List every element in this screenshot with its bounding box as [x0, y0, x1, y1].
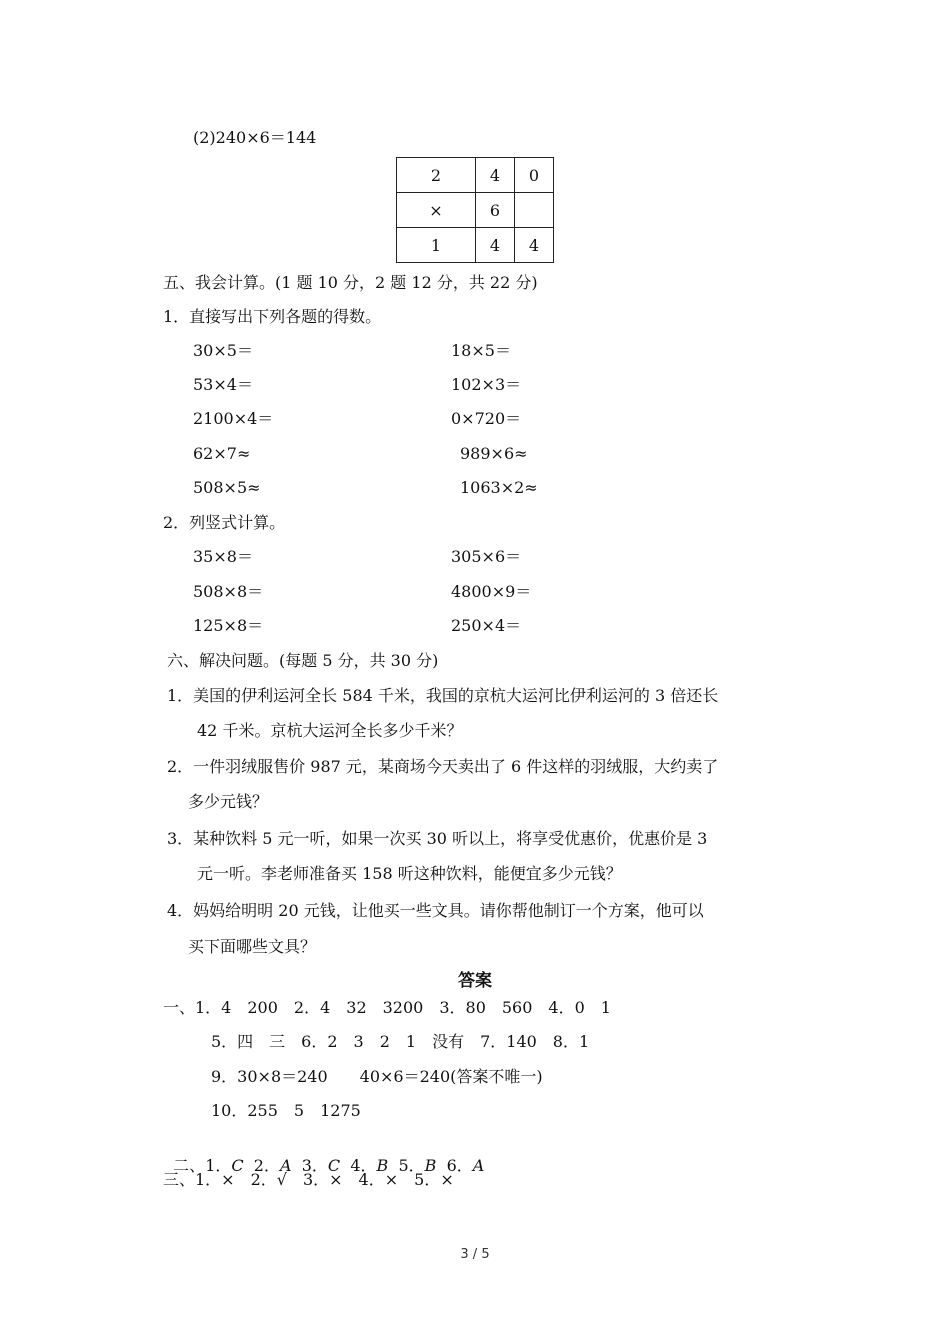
calc-item: 53×4＝ [193, 375, 253, 394]
section-6-title: 六、解决问题。(每题 5 分，共 30 分) [167, 651, 439, 670]
choice-num: 1． [205, 1156, 232, 1175]
grid-cell: 4 [515, 228, 554, 263]
grid-cell: 4 [476, 228, 515, 263]
calc-item: 62×7≈ [193, 444, 251, 463]
choice-num: 6． [446, 1156, 473, 1175]
vertical-calc-item: 125×8＝ [193, 616, 264, 635]
section-5-title: 五、我会计算。(1 题 10 分，2 题 12 分，共 22 分) [163, 273, 538, 292]
calc-item: 0×720＝ [451, 409, 522, 428]
question-2-heading: 2．列竖式计算。 [163, 513, 286, 532]
calc-item: 30×5＝ [193, 341, 253, 360]
calc-item: 2100×4＝ [193, 409, 274, 428]
answer-line: 9．30×8＝240 40×6＝240(答案不唯一) [211, 1067, 543, 1086]
choice-letter: C [327, 1156, 341, 1175]
grid-cell [515, 193, 554, 228]
answer-line: 10．255 5 1275 [211, 1101, 361, 1120]
grid-row [397, 158, 554, 193]
choice-letter: C [231, 1156, 244, 1175]
grid-cell: 0 [515, 158, 554, 193]
grid-cell: × [397, 193, 476, 228]
word-problem-line: 1．美国的伊利运河全长 584 千米，我国的京杭大运河比伊利运河的 3 倍还长 [167, 686, 719, 705]
word-problem-line: 42 千米。京杭大运河全长多少千米？ [197, 721, 463, 740]
choice-num: 5． [398, 1156, 425, 1175]
calc-item: 1063×2≈ [460, 478, 538, 497]
vertical-calc-item: 250×4＝ [451, 616, 522, 635]
vertical-calc-item: 508×8＝ [193, 582, 264, 601]
calc-item: 508×5≈ [193, 478, 261, 497]
choice-letter: A [279, 1156, 292, 1175]
grid-row [397, 228, 554, 263]
word-problem-line: 多少元钱？ [188, 792, 269, 811]
multiplication-grid [396, 157, 554, 263]
question-1-heading: 1．直接写出下列各题的得数。 [163, 307, 382, 326]
answer-prefix: 二、 [173, 1156, 206, 1175]
word-problem-line: 4．妈妈给明明 20 元钱，让他买一些文具。请你帮他制订一个方案，他可以 [167, 901, 704, 920]
word-problem-line: 元一听。李老师准备买 158 听这种饮料，能便宜多少元钱？ [197, 864, 622, 883]
vertical-calc-item: 305×6＝ [451, 547, 522, 566]
word-problem-line: 买下面哪些文具？ [188, 937, 317, 956]
grid-cell: 4 [476, 158, 515, 193]
grid-cell: 2 [397, 158, 476, 193]
problem-2-label: (2)240×6＝144 [193, 128, 317, 147]
choice-num: 4． [350, 1156, 377, 1175]
grid-cell: 6 [476, 193, 515, 228]
answer-line: 三、1．× 2．√ 3．× 4．× 5．× [163, 1170, 454, 1189]
choice-num: 2． [253, 1156, 280, 1175]
grid-row [397, 193, 554, 228]
vertical-calc-item: 4800×9＝ [451, 582, 532, 601]
vertical-calc-item: 35×8＝ [193, 547, 253, 566]
grid-cell: 1 [397, 228, 476, 263]
word-problem-line: 2．一件羽绒服售价 987 元，某商场今天卖出了 6 件这样的羽绒服，大约卖了 [167, 757, 719, 776]
choice-num: 3． [301, 1156, 328, 1175]
page-number: 3 / 5 [460, 1247, 490, 1262]
answers-title: 答案 [458, 971, 492, 991]
word-problem-line: 3．某种饮料 5 元一听，如果一次买 30 听以上，将享受优惠价，优惠价是 3 [167, 829, 708, 848]
calc-item: 18×5＝ [451, 341, 511, 360]
calc-item: 989×6≈ [460, 444, 528, 463]
calc-item: 102×3＝ [451, 375, 522, 394]
choice-letter: B [424, 1156, 437, 1175]
answer-line: 一、1．4 200 2．4 32 3200 3．80 560 4．0 1 [163, 998, 611, 1017]
answer-line: 5．四 三 6．2 3 2 1 没有 7．140 8．1 [211, 1032, 590, 1051]
choice-letter: A [472, 1156, 485, 1175]
choice-letter: B [376, 1156, 389, 1175]
